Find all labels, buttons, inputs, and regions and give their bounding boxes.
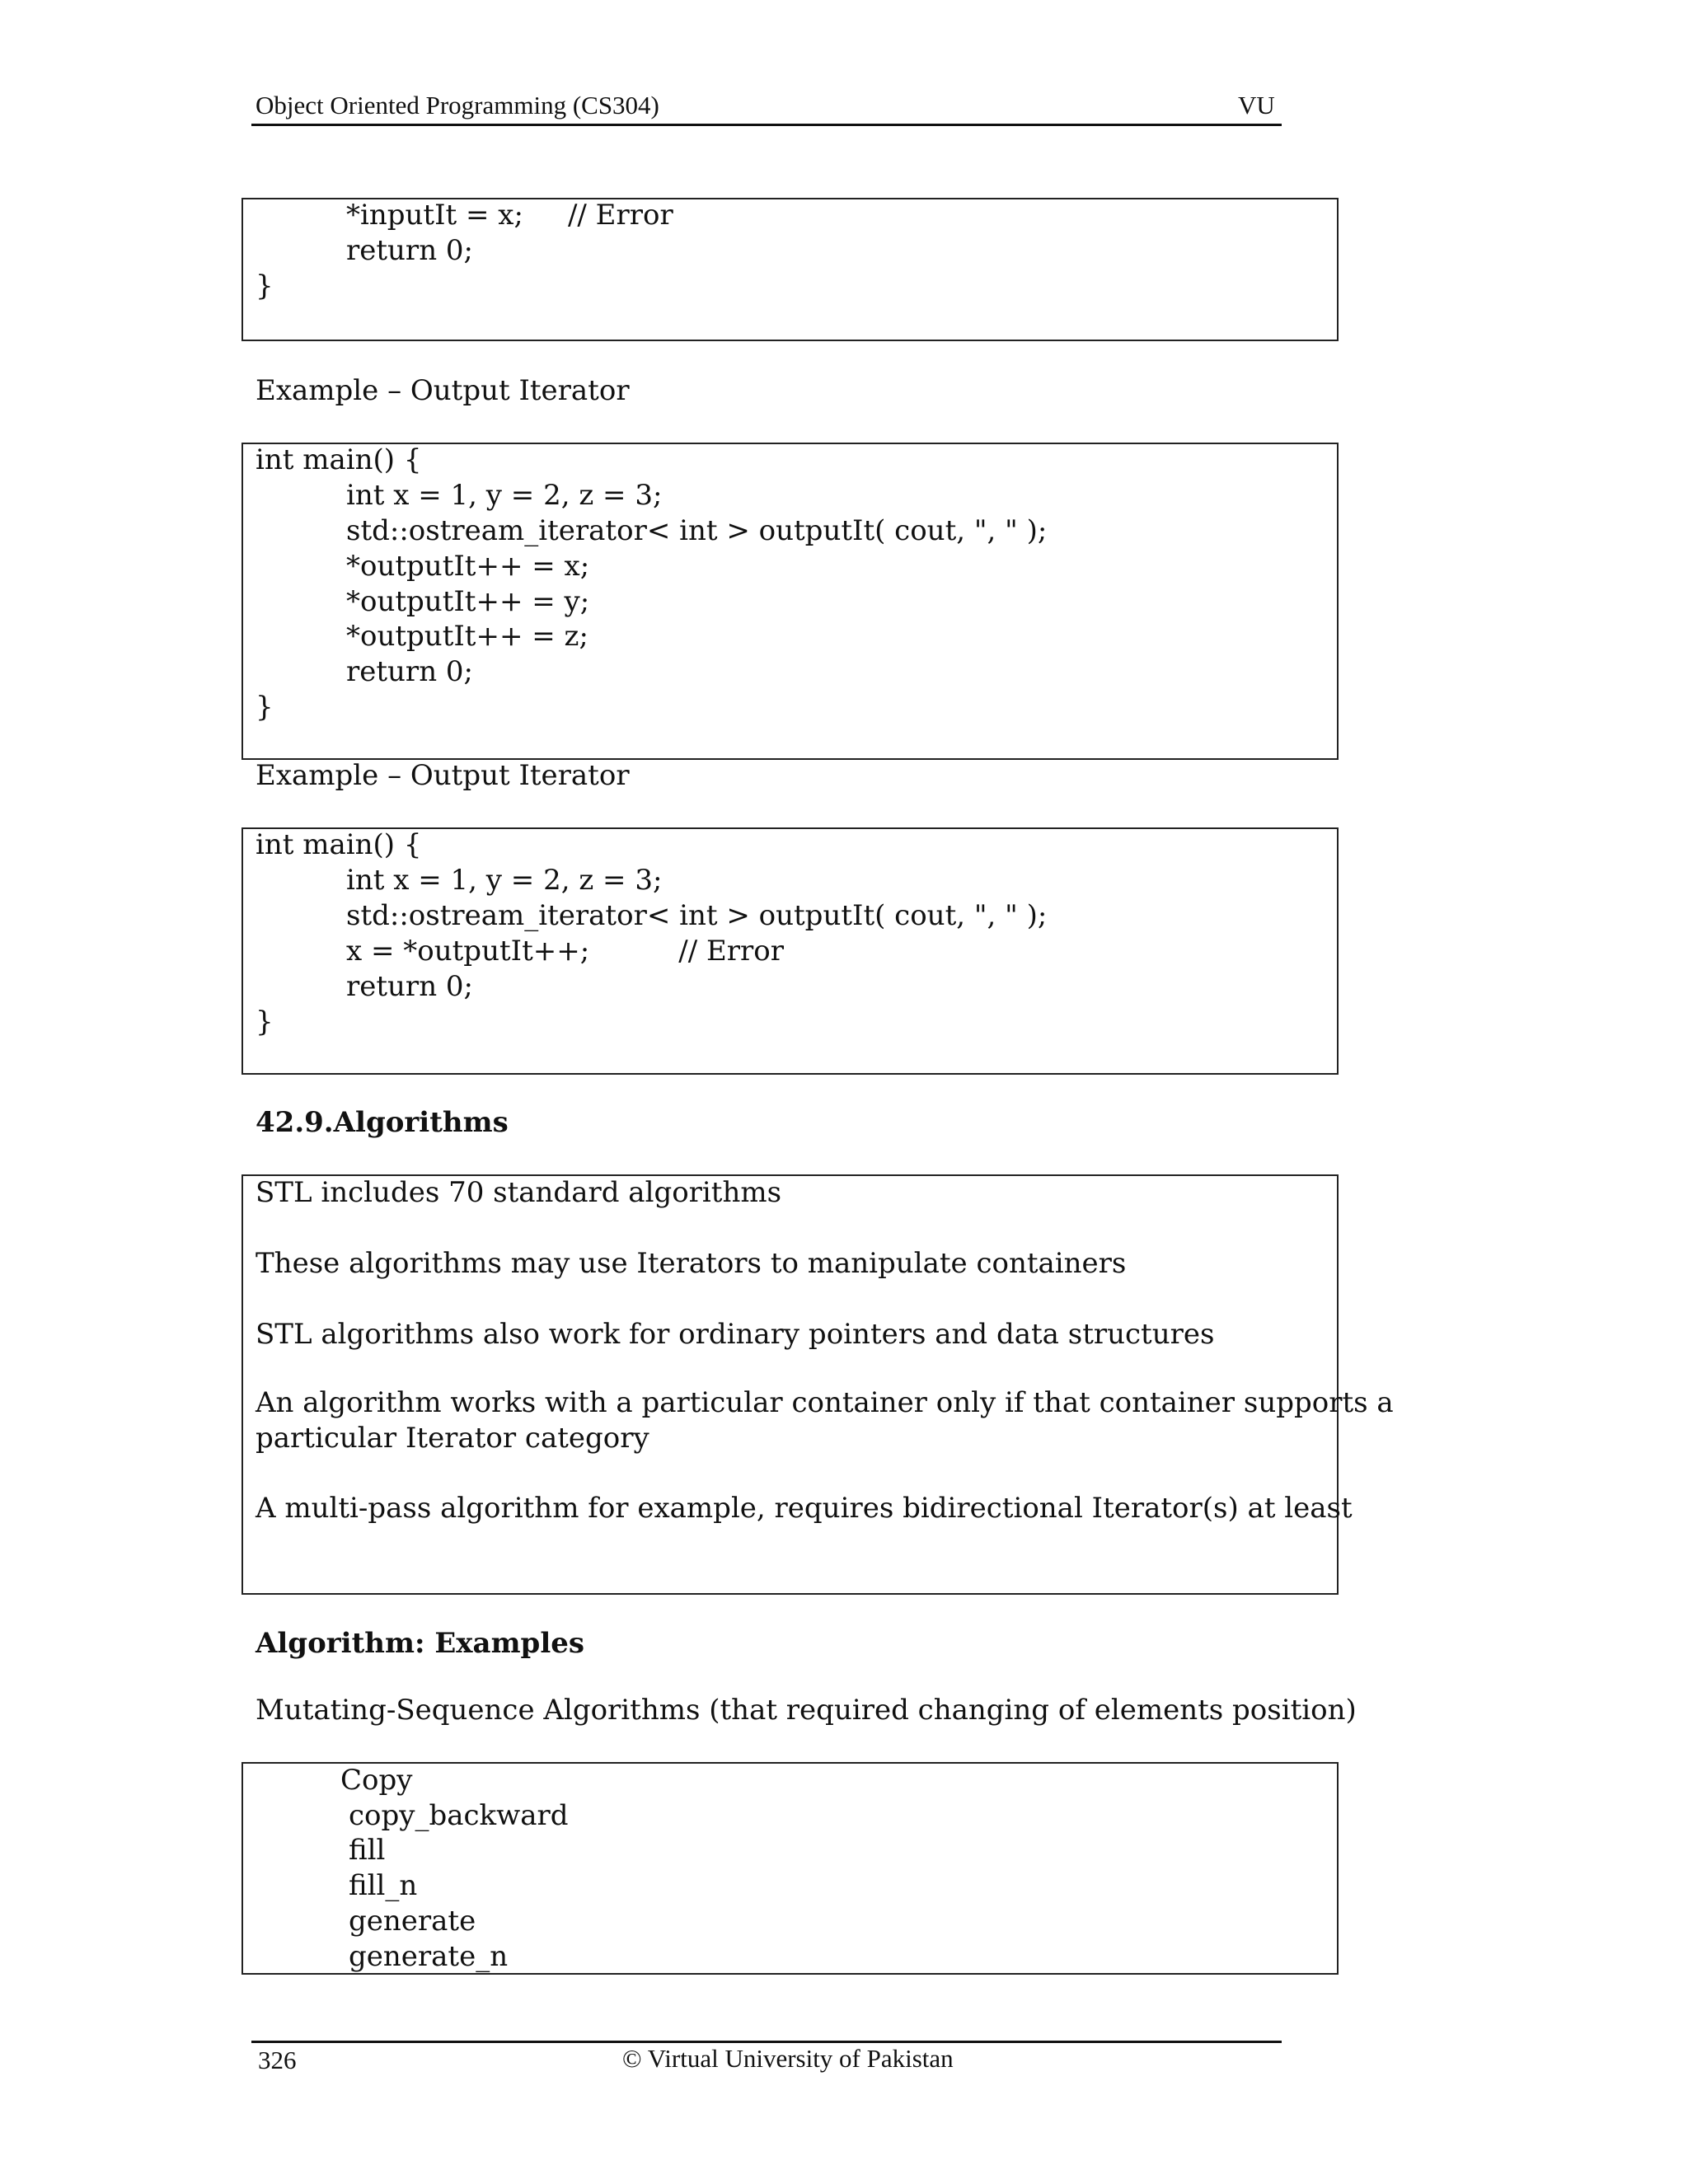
text-line: STL includes 70 standard algorithms bbox=[256, 1176, 782, 1209]
section-heading: 42.9.Algorithms bbox=[256, 1106, 509, 1139]
code-line: std::ostream_iterator< int > outputIt( cout, ", " ); bbox=[346, 514, 1048, 547]
code-line: *outputIt++ = x; bbox=[346, 550, 590, 583]
footer-rule bbox=[251, 2041, 1282, 2043]
code-line: } bbox=[256, 1005, 274, 1038]
list-item: fill bbox=[349, 1834, 386, 1867]
code-line: } bbox=[256, 691, 274, 724]
text-line: These algorithms may use Iterators to manipulate containers bbox=[256, 1247, 1127, 1280]
code-line: x = *outputIt++; // Error bbox=[346, 935, 785, 968]
header-rule bbox=[251, 124, 1282, 126]
examples-heading: Algorithm: Examples bbox=[256, 1627, 585, 1660]
code-line: int x = 1, y = 2, z = 3; bbox=[346, 864, 663, 897]
code-line: return 0; bbox=[346, 970, 473, 1003]
header-course-title: Object Oriented Programming (CS304) bbox=[256, 91, 659, 120]
list-item: Copy bbox=[340, 1764, 413, 1797]
example-caption: Example – Output Iterator bbox=[256, 374, 630, 407]
header-institution: VU bbox=[1238, 91, 1275, 120]
code-line: int x = 1, y = 2, z = 3; bbox=[346, 479, 663, 512]
page-number: 326 bbox=[258, 2046, 297, 2074]
code-line: } bbox=[256, 269, 274, 302]
example-caption: Example – Output Iterator bbox=[256, 759, 630, 792]
text-line: A multi-pass algorithm for example, requires bidirectional Iterator(s) at least bbox=[256, 1492, 1353, 1525]
algorithms-box bbox=[241, 1174, 1339, 1595]
code-line: int main() { bbox=[256, 828, 422, 861]
mutating-caption: Mutating-Sequence Algorithms (that required changing of elements position) bbox=[256, 1694, 1357, 1727]
code-line: return 0; bbox=[346, 655, 473, 688]
text-line: STL algorithms also work for ordinary pointers and data structures bbox=[256, 1318, 1215, 1351]
code-line: int main() { bbox=[256, 443, 422, 476]
text-line: An algorithm works with a particular container only if that container supports a bbox=[256, 1386, 1394, 1419]
list-item: generate bbox=[349, 1905, 476, 1938]
code-line: std::ostream_iterator< int > outputIt( cout, ", " ); bbox=[346, 899, 1048, 932]
list-item: generate_n bbox=[349, 1940, 509, 1973]
list-item: fill_n bbox=[349, 1869, 418, 1902]
code-line: *outputIt++ = y; bbox=[346, 585, 590, 618]
code-line: *outputIt++ = z; bbox=[346, 620, 588, 653]
text-line: particular Iterator category bbox=[256, 1422, 649, 1455]
code-line: return 0; bbox=[346, 234, 473, 267]
code-line: *inputIt = x; // Error bbox=[346, 199, 673, 232]
list-item: copy_backward bbox=[349, 1799, 569, 1832]
copyright-notice: © Virtual University of Pakistan bbox=[622, 2044, 954, 2073]
